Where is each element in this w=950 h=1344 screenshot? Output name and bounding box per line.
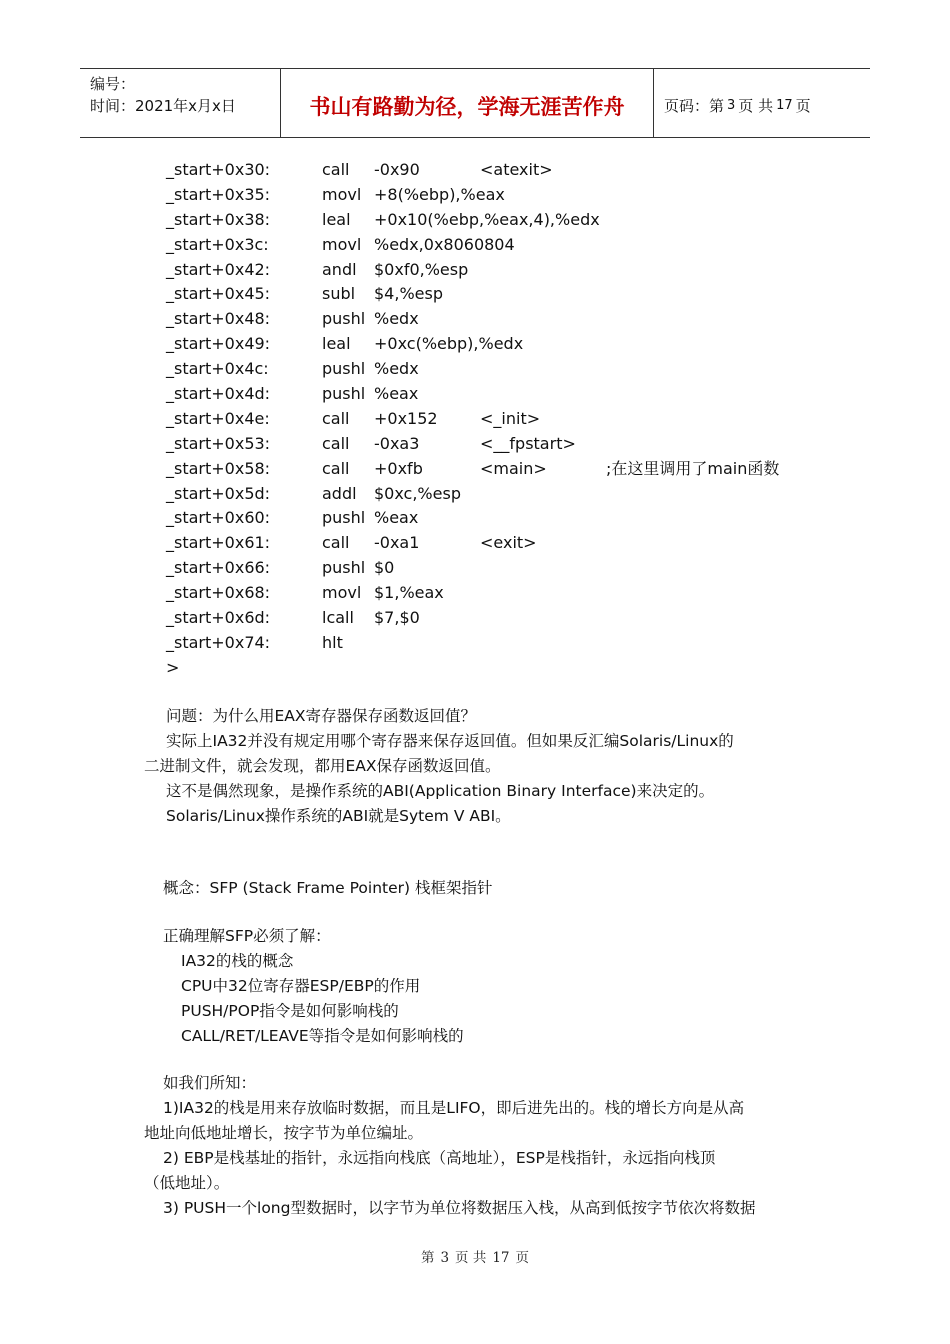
code-operands: +8(%ebp),%eax [374,184,505,204]
code-address: _start+0x53: [166,433,271,453]
code-line [166,581,444,606]
debugger-prompt: > [166,657,180,677]
code-line [166,332,524,357]
code-operands: $0xc,%esp [374,483,461,503]
code-operands: $4,%esp [374,284,443,304]
known-heading: 如我们所知： [163,1074,257,1092]
known-item-cont: 地址向低地址增长，按字节为单位编址。 [144,1124,424,1142]
code-line [166,158,553,183]
code-opcode: movl [322,583,362,603]
page-mid: 页 共 [738,96,774,115]
code-address: _start+0x66: [166,558,271,578]
page-header [80,68,870,138]
code-line [166,482,461,507]
code-address: _start+0x68: [166,583,271,603]
code-opcode: pushl [322,508,366,528]
code-symbol: <exit> [480,533,537,553]
code-opcode: call [322,408,350,428]
footer-current: 3 [440,1250,450,1266]
code-operands: -0x90 [374,160,420,179]
header-page-info [654,69,870,137]
code-address: _start+0x6d: [166,608,271,628]
code-address: _start+0x4e: [166,408,270,428]
page-total: 17 [776,97,793,113]
code-symbol: <atexit> [480,160,553,179]
code-address: _start+0x74: [166,632,271,652]
code-line [166,307,419,332]
code-address: _start+0x5d: [166,483,271,503]
code-operands: %eax [374,384,419,404]
answer-line: 二进制文件，就会发现，都用EAX保存函数返回值。 [144,757,501,775]
code-address: _start+0x4d: [166,384,271,404]
code-line [166,183,505,208]
known-item: 2) EBP是栈基址的指针，永远指向栈底（高地址），ESP是栈指针，永远指向栈顶 [163,1149,716,1167]
code-opcode: pushl [322,384,366,404]
footer-total: 17 [492,1250,510,1266]
code-operands: +0xc(%ebp),%edx [374,334,524,354]
code-opcode: movl [322,184,362,204]
code-address: _start+0x58: [166,458,271,478]
prereq-heading: 正确理解SFP必须了解： [163,927,331,945]
code-operands: +0x10(%ebp,%eax,4),%edx [374,209,600,229]
header-meta [80,69,281,137]
page-current: 3 [727,97,736,113]
prereq-item: CPU中32位寄存器ESP/EBP的作用 [181,977,421,995]
time-label: 时间：2021年x月x日 [90,97,236,115]
code-opcode: pushl [322,309,366,329]
code-address: _start+0x45: [166,284,271,304]
code-address: _start+0x4c: [166,359,269,379]
code-symbol: <main> [480,458,547,478]
code-line [166,432,576,457]
code-line [166,382,419,407]
page-prefix: 页码：第 [664,96,725,115]
prereq-item: CALL/RET/LEAVE等指令是如何影响栈的 [181,1027,464,1045]
code-opcode: call [322,160,350,179]
code-line [166,282,443,307]
code-operands: $1,%eax [374,583,444,603]
code-address: _start+0x42: [166,259,271,279]
code-symbol: <_init> [480,408,541,428]
code-address: _start+0x30: [166,160,271,179]
question-title: 问题：为什么用EAX寄存器保存函数返回值？ [166,707,477,725]
footer-suffix: 页 [515,1250,530,1266]
code-line [166,357,419,382]
footer-prefix: 第 [420,1250,435,1266]
code-operands: $0 [374,558,395,578]
page-footer [0,1246,950,1266]
answer-line: Solaris/Linux操作系统的ABI就是Sytem V ABI。 [166,807,511,825]
code-opcode: movl [322,234,362,254]
code-operands: %edx [374,309,419,329]
answer-line: 实际上IA32并没有规定用哪个寄存器来保存返回值。但如果反汇编Solaris/Linux的 [166,732,734,750]
code-opcode: lcall [322,608,354,628]
code-operands: %edx,0x8060804 [374,234,515,254]
code-line [166,531,537,556]
code-opcode: leal [322,334,351,354]
code-address: _start+0x48: [166,309,271,329]
code-comment: ;在这里调用了main函数 [606,458,780,478]
code-line [166,258,469,283]
concept-heading: 概念：SFP (Stack Frame Pointer) 栈框架指针 [163,879,493,897]
known-item: 3) PUSH一个long型数据时，以字节为单位将数据压入栈，从高到低按字节依次将数据 [163,1199,756,1217]
code-line [166,457,780,482]
code-line [166,556,395,581]
code-opcode: pushl [322,558,366,578]
code-operands: $7,$0 [374,608,420,628]
prereq-item: PUSH/POP指令是如何影响栈的 [181,1002,399,1020]
code-line [166,606,420,631]
prereq-item: IA32的栈的概念 [181,952,294,970]
code-operands: $0xf0,%esp [374,259,469,279]
code-line [166,631,343,656]
code-line [166,233,515,258]
code-opcode: subl [322,284,356,304]
code-operands: %eax [374,508,419,528]
code-opcode: call [322,433,350,453]
footer-mid: 页 共 [455,1250,487,1266]
code-operands: +0xfb [374,458,423,478]
code-address: _start+0x3c: [166,234,269,254]
code-opcode: call [322,458,350,478]
code-opcode: leal [322,209,351,229]
code-operands: -0xa1 [374,533,420,553]
code-operands: %edx [374,359,419,379]
answer-line: 这不是偶然现象，是操作系统的ABI(Application Binary Interface)来决定的。 [166,782,715,800]
code-opcode: hlt [322,632,343,652]
code-line [166,208,600,233]
code-line [166,506,419,531]
code-line [166,407,541,432]
disassembly-listing [166,158,780,681]
code-opcode: call [322,533,350,553]
code-opcode: addl [322,483,357,503]
known-item: 1)IA32的栈是用来存放临时数据，而且是LIFO，即后进先出的。栈的增长方向是从高 [163,1099,745,1117]
code-address: _start+0x38: [166,209,271,229]
header-motto: 书山有路勤为径，学海无涯苦作舟 [281,69,654,137]
code-opcode: pushl [322,359,366,379]
page-suffix: 页 [795,96,811,115]
code-address: _start+0x35: [166,184,271,204]
code-operands: -0xa3 [374,433,420,453]
code-symbol: <__fpstart> [480,433,576,453]
code-opcode: andl [322,259,357,279]
code-address: _start+0x60: [166,508,271,528]
code-address: _start+0x61: [166,533,271,553]
code-address: _start+0x49: [166,334,271,354]
known-item-cont: （低地址）。 [144,1174,230,1192]
code-operands: +0x152 [374,408,438,428]
number-label: 编号： [90,75,136,93]
